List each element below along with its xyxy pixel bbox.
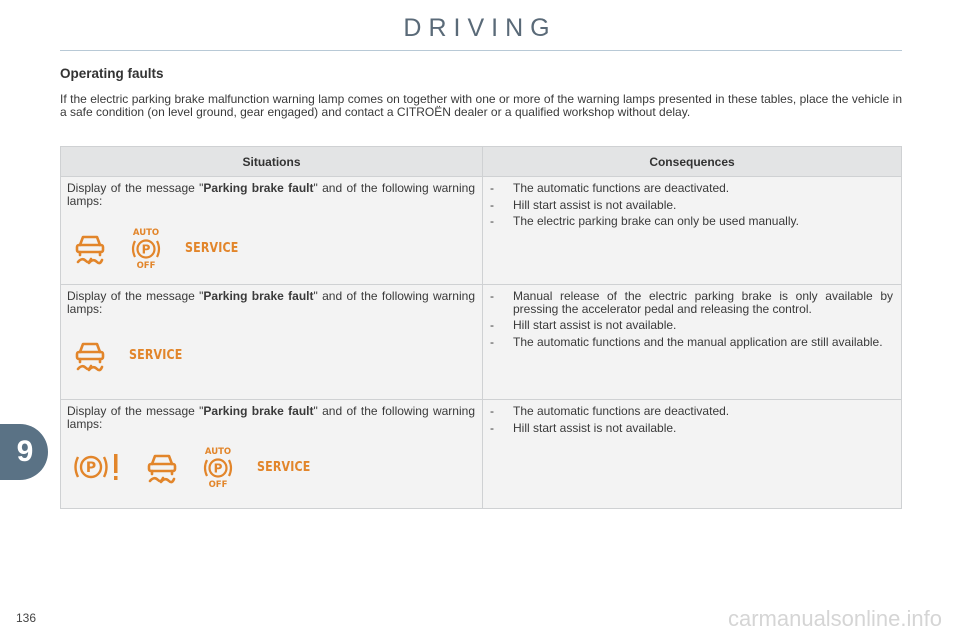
list-item: - Manual release of the electric parking brake is only available by pressing the accelerator pedal and releasing the control. bbox=[490, 290, 893, 315]
warning-lamps bbox=[61, 227, 482, 269]
svg-text:P: P bbox=[85, 460, 97, 476]
svg-text:OFF: OFF bbox=[208, 480, 228, 488]
situation-text: Display of the message "Parking brake fault" and of the following warning lamps: bbox=[67, 404, 475, 431]
page-header-title: DRIVING bbox=[403, 14, 557, 42]
svg-text:P: P bbox=[213, 461, 223, 476]
service-icon: SERVICE bbox=[257, 459, 311, 475]
consequences-cell bbox=[483, 285, 902, 400]
list-item: - The automatic functions are deactivated. bbox=[490, 405, 893, 418]
page-number: 136 bbox=[16, 611, 37, 625]
car-skid-icon bbox=[73, 230, 107, 266]
svg-text:OFF: OFF bbox=[136, 261, 156, 269]
warning-lamps bbox=[61, 446, 482, 488]
col-header-situations: Situations bbox=[61, 147, 483, 177]
svg-text:AUTO: AUTO bbox=[204, 447, 232, 457]
svg-text:AUTO: AUTO bbox=[132, 228, 160, 238]
list-item: - Hill start assist is not available. bbox=[490, 319, 893, 332]
consequences-cell bbox=[483, 177, 902, 285]
section-heading: Operating faults bbox=[60, 66, 164, 81]
service-icon: SERVICE bbox=[129, 347, 183, 363]
situation-text: Display of the message "Parking brake fault" and of the following warning lamps: bbox=[67, 181, 475, 208]
situation-cell bbox=[61, 177, 483, 285]
chapter-number: 9 bbox=[16, 435, 34, 468]
list-item: - The electric parking brake can only be used manually. bbox=[490, 215, 893, 228]
situation-cell bbox=[61, 400, 483, 509]
message-name: Parking brake fault bbox=[203, 289, 314, 303]
consequences-list bbox=[483, 400, 901, 434]
table-row bbox=[61, 177, 902, 285]
list-item: - The automatic functions are deactivated. bbox=[490, 182, 893, 195]
car-skid-icon bbox=[73, 337, 107, 373]
list-item: - Hill start assist is not available. bbox=[490, 199, 893, 212]
list-item: - The automatic functions and the manual application are still available. bbox=[490, 336, 893, 349]
svg-text:P: P bbox=[141, 242, 151, 257]
message-name: Parking brake fault bbox=[203, 404, 314, 418]
consequences-list bbox=[483, 285, 901, 348]
warning-lamps bbox=[61, 337, 482, 373]
situation-cell bbox=[61, 285, 483, 400]
chapter-tab bbox=[0, 424, 48, 480]
operating-faults-table bbox=[60, 146, 902, 509]
parking-brake-fault-icon bbox=[73, 449, 123, 485]
car-skid-icon bbox=[145, 449, 179, 485]
header-divider bbox=[60, 50, 902, 51]
service-icon: SERVICE bbox=[185, 240, 239, 256]
consequences-cell bbox=[483, 400, 902, 509]
col-header-consequences: Consequences bbox=[483, 147, 902, 177]
message-name: Parking brake fault bbox=[203, 181, 314, 195]
intro-paragraph: If the electric parking brake malfunction warning lamp comes on together with one or more of the warning lamps presented in these tables, place the vehicle in a safe condition (on level ground, gear engaged) and contact a CITROËN dealer or a qualified workshop without delay. bbox=[60, 92, 902, 119]
watermark: carmanualsonline.info bbox=[727, 606, 942, 631]
situation-text: Display of the message "Parking brake fault" and of the following warning lamps: bbox=[67, 289, 475, 316]
table-row bbox=[61, 285, 902, 400]
auto-p-off-icon bbox=[129, 227, 163, 269]
table-row bbox=[61, 400, 902, 509]
consequences-list bbox=[483, 177, 901, 228]
list-item: - Hill start assist is not available. bbox=[490, 422, 893, 435]
auto-p-off-icon bbox=[201, 446, 235, 488]
